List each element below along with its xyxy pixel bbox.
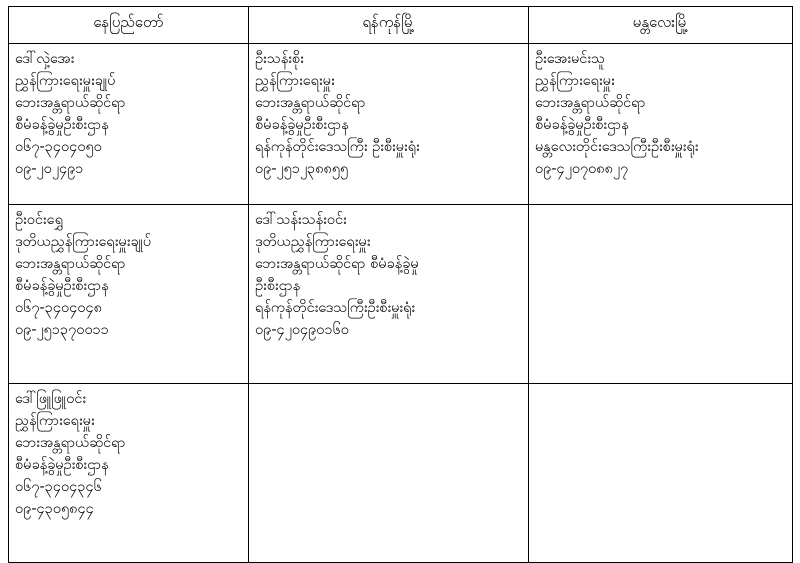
- contact-entry: [255, 48, 522, 180]
- contact-name: ဦးသန်းစိုး: [255, 51, 304, 67]
- contact-org-line-2: စီမံခန့်ခွဲမှုဦးစီးဌာန: [15, 117, 109, 134]
- table-cell: [9, 44, 249, 205]
- contact-name: ဒေါ်ဖြူဖြူဝင်း: [15, 391, 87, 407]
- contact-org-line-1: ဘေးအန္တရာယ်ဆိုင်ရာ စီမံခန့်ခွဲမှု: [255, 256, 419, 273]
- contact-name: ဦးအေးမင်းသူ: [535, 51, 606, 67]
- contact-entry: [15, 48, 242, 180]
- contact-phone-1: ၀၉-၄၂၀၇၀၈၈၂၇: [535, 161, 629, 178]
- contact-org-line-1: ဘေးအန္တရာယ်ဆိုင်ရာ: [535, 95, 646, 112]
- contact-title: ညွှန်ကြားရေးမှူး: [255, 73, 335, 90]
- contact-org-line-1: ဘေးအန္တရာယ်ဆိုင်ရာ: [255, 95, 366, 112]
- contact-phone-2: ၀၉-၂၀၂၄၉၁: [15, 161, 84, 178]
- contact-name: ဒေါ်သန်းသန်းဝင်း: [255, 212, 347, 228]
- contact-entry: [15, 388, 242, 520]
- table-cell: [9, 384, 249, 563]
- empty-cell-content: [255, 388, 522, 556]
- contact-title: ဒုတိယညွှန်ကြားရေးမှူး: [255, 234, 371, 251]
- contact-table: [8, 6, 793, 563]
- table-cell: [529, 44, 793, 205]
- contact-org-line-2: စီမံခန့်ခွဲမှုဦးစီးဌာန: [15, 457, 109, 474]
- table-row: [9, 44, 793, 205]
- contact-entry: [255, 209, 522, 341]
- contact-org-line-1: ဘေးအန္တရာယ်ဆိုင်ရာ: [15, 95, 126, 112]
- contact-phone-1: ၀၆၇-၃၄၀၄၀၅၀: [15, 139, 102, 156]
- contact-entry: [15, 209, 242, 341]
- column-header-label: ရန်ကုန်မြို့: [362, 13, 415, 31]
- contact-title: ညွှန်ကြားရေးမှူး: [535, 73, 615, 90]
- contact-title: ညွှန်ကြားရေးမှူး: [15, 413, 95, 430]
- table-row: [9, 384, 793, 563]
- table-header: [9, 7, 793, 44]
- column-header-yangon: [249, 7, 529, 44]
- contact-phone-2: ၀၉-၂၅၁၃၇၀၀၁၁: [15, 322, 109, 339]
- contact-org-line-2: စီမံခန့်ခွဲမှုဦးစီးဌာန: [535, 117, 629, 134]
- table-cell-empty: [249, 384, 529, 563]
- contact-name: ဒေါ်လှဲ့အေး: [15, 51, 75, 67]
- contact-phone-2: ၀၉-၄၃၀၅၈၄၄: [15, 501, 94, 518]
- contact-entry: [535, 48, 786, 180]
- contact-phone-1: ၀၉-၂၅၁၂၃၈၈၅၅: [255, 161, 349, 178]
- column-header-label: နေပြည်တော်: [93, 13, 164, 31]
- table-header-row: [9, 7, 793, 44]
- empty-cell-content: [535, 388, 786, 556]
- table-body: [9, 44, 793, 563]
- contact-office: ရန်ကုန်တိုင်းဒေသကြီး ဦးစီးမှူးရုံး: [255, 139, 420, 156]
- contact-phone-1: ၀၆၇-၃၄၀၄၃၄၆: [15, 479, 102, 496]
- table-cell-empty: [529, 384, 793, 563]
- contact-name: ဦးဝင်းရွှေ: [15, 212, 64, 228]
- empty-cell-content: [535, 209, 786, 377]
- table-row: [9, 205, 793, 384]
- contact-title: ညွှန်ကြားရေးမှူးချုပ်: [15, 73, 116, 90]
- column-header-mandalay: [529, 7, 793, 44]
- contact-org-line-2: စီမံခန့်ခွဲမှုဦးစီးဌာန: [255, 117, 349, 134]
- column-header-naypyitaw: [9, 7, 249, 44]
- contact-org-line-2: ဦးစီးဌာန: [255, 278, 301, 295]
- table-cell: [249, 205, 529, 384]
- contact-office: မန္တလေးတိုင်းဒေသကြီးဦးစီးမှူးရုံး: [535, 139, 699, 156]
- contact-office: ရန်ကုန်တိုင်းဒေသကြီးဦးစီးမှူးရုံး: [255, 300, 416, 317]
- contact-phone-1: ၀၆၇-၃၄၀၄၀၄၈: [15, 300, 102, 317]
- contact-org-line-1: ဘေးအန္တရာယ်ဆိုင်ရာ: [15, 256, 126, 273]
- contact-org-line-2: စီမံခန့်ခွဲမှုဦးစီးဌာန: [15, 278, 109, 295]
- table-cell: [249, 44, 529, 205]
- contact-org-line-1: ဘေးအန္တရာယ်ဆိုင်ရာ: [15, 435, 126, 452]
- column-header-label: မန္တလေးမြို့: [632, 13, 689, 31]
- table-cell-empty: [529, 205, 793, 384]
- table-cell: [9, 205, 249, 384]
- contact-title: ဒုတိယညွှန်ကြားရေးမှူးချုပ်: [15, 234, 152, 251]
- contact-phone-1: ၀၉-၄၂၀၄၉၀၁၆၀: [255, 322, 349, 339]
